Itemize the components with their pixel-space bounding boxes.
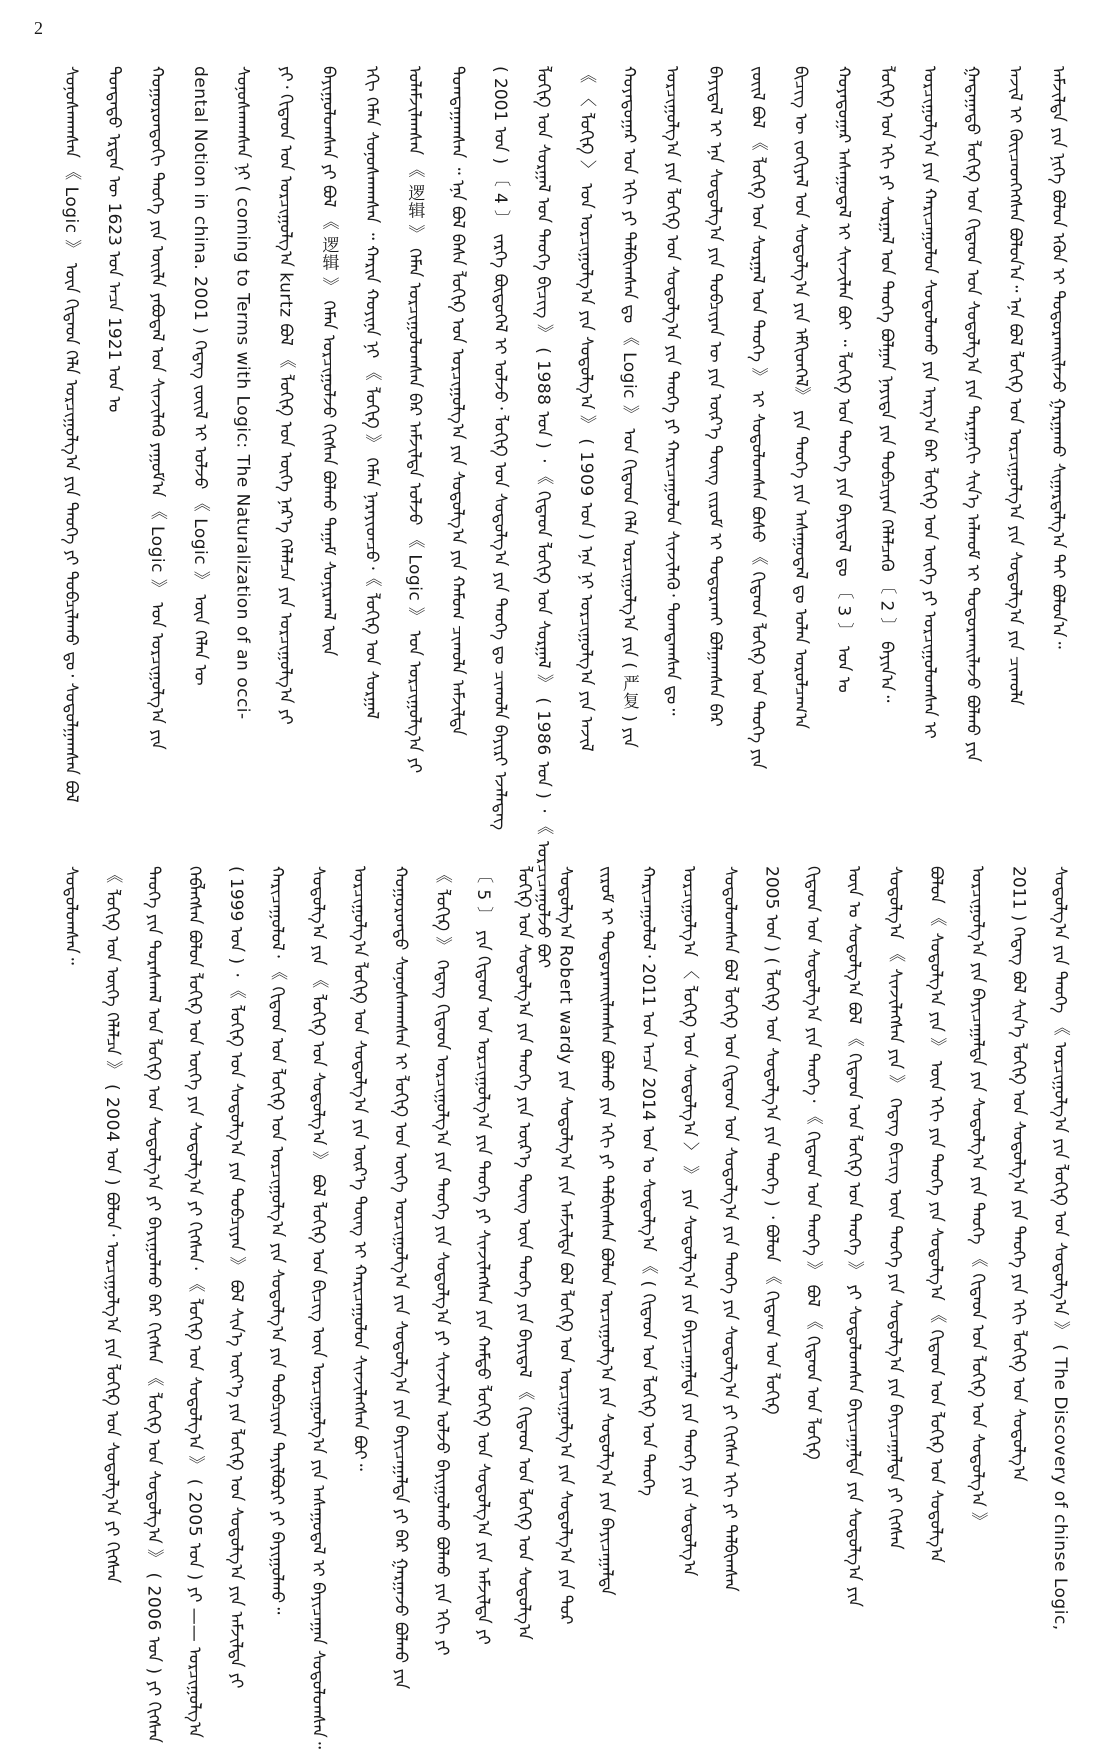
text-line-content: 2011 ) ᠭᠡᠳᠡᠭ ᠪᠣᠯ ᠰᠢᠨ᠎ᠡ ᠯᠣᠭᠢᠺ ᠤᠨ ᠰᠤᠳᠤᠯᠭ᠎ᠠ ᠶᠢᠨ ᠲᠡᠦᠬᠡ ᠶᠢᠨ ᠡᠬᠢ ᠯᠣᠭᠢᠺ ᠤᠨ ᠰᠤᠳᠤᠯᠭ᠎ᠠ <box>1008 866 1029 1482</box>
text-line <box>1002 66 1028 826</box>
text-line-content: ( 2001 ᠣᠨ ) 〔 4 〕 ᠵᠡᠷᠭᠡ ᠪᠦᠲᠦᠭᠡᠯ ᠢ ᠣᠯᠵᠤ᠂ ᠯᠣᠭᠢᠺ ᠤᠨ ᠰᠤᠳᠤᠯᠭ᠎ᠠ ᠶᠢᠨ ᠲᠡᠦᠬᠡ ᠳᠤ ᠴᠢᠬᠤᠯᠠ ᠪᠠᠶᠢᠷᠢ ᠡᠵᠡᠯᠡᠳᠡᠭ <box>490 66 511 831</box>
text-line-content: ᠬᠠᠷᠢᠴᠠᠭᠤᠯᠤᠯ᠂ 2011 ᠣᠨ ᠠᠴᠠ 2014 ᠣᠨ ᠤ ᠰᠤᠳᠤᠯᠭ᠎ᠠ 《 ( ᠬᠢᠲᠠᠳ ᠤᠨ ᠯᠣᠭᠢᠺ ᠤᠨ ᠲᠡᠦᠬᠡ <box>637 866 658 1496</box>
text-line-content: ᠲᠣᠭᠲᠠᠭᠠᠭᠰᠠᠨ ᠃ ᠡᠨᠡ ᠪᠣᠯ ᠪᠠᠰᠠ ᠯᠣᠭᠢᠺ ᠤᠨ ᠣᠷᠴᠢᠭᠤᠯᠭ᠎ᠠ ᠶᠢᠨ ᠰᠤᠳᠤᠯᠭ᠎ᠠ ᠶᠢᠨ ᠬᠠᠮᠤᠭ ᠴᠢᠬᠤᠯᠠ ᠠᠮᠵᠢᠯᠲᠠ <box>447 66 468 736</box>
text-line <box>223 866 249 1689</box>
text-line-content: ᠲᠡᠦᠬᠡ ᠶᠢᠨ ᠳᠤᠷᠠᠰᠬᠠᠯ ᠤᠨ ᠯᠣᠭᠢᠺ ᠤᠨ ᠰᠤᠳᠤᠯᠭ᠎ᠠ ᠶᠢ ᠪᠠᠶᠢᠭᠤᠯᠬᠤ ᠪᠠᠷ ᠬᠢᠭᠰᠡᠨ 《 ᠯᠣᠭᠢᠺ ᠤᠨ ᠰᠤᠳᠤᠯᠭ᠎ᠠ 》 ( 2006 ᠣᠨ ) ᠶᠢ ᠬᠢᠭᠰᠡᠨ <box>143 866 164 1743</box>
text-line-content: ᠤᠯᠠᠮᠵᠢᠯᠠᠭᠰᠠᠨ 《 逻辑 》 ᠬᠡᠮᠡᠨ ᠣᠷᠴᠢᠭᠤᠯᠤᠭᠰᠠᠨ ᠪᠡᠷ ᠠᠮᠵᠢᠯᠲᠠ ᠣᠯᠵᠤ 《 Logic 》 ᠤᠨ ᠣᠷᠴᠢᠭᠤᠯᠭ᠎ᠠ ᠶᠢ <box>404 66 425 774</box>
page-number: 2 <box>34 18 43 38</box>
text-line <box>594 866 620 1656</box>
text-line-content: ᠬᠣᠭᠣᠷᠣᠨᠳᠤᠬᠢ ᠲᠡᠦᠬᠡ ᠶᠢᠨ ᠦᠢᠯᠡ ᠶᠠᠪᠤᠳᠠᠯ ᠤᠨ ᠰᠢᠨᠵᠢᠯᠡᠬᠦ ᠶᠠᠭᠤᠮ᠎ᠠ 《 Logic 》 ᠤᠨ ᠣᠷᠴᠢᠭᠤᠯᠭ᠎ᠠ ᠶᠢᠨ <box>146 66 167 750</box>
text-line-content: ᠣᠷᠴᠢᠭᠤᠯᠭ᠎ᠠ ᠶᠢᠨ ᠪᠠᠶᠢᠴᠠᠭᠠᠯᠲᠠ ᠶᠢᠨ ᠰᠤᠳᠤᠯᠭ᠎ᠠ ᠶᠢᠨ ᠲᠡᠦᠬᠡ 《 ᠬᠢᠲᠠᠳ ᠤᠨ ᠯᠣᠭᠢᠺ ᠤᠨ ᠰᠤᠳᠤᠯᠭ᠎ᠠ 》 <box>967 866 988 1530</box>
text-line-content: ᠠᠵᠢᠯ ᠢ ᠭᠦᠢᠴᠡᠳᠬᠡᠭᠰᠡᠨ ᠪᠣᠯᠤᠨ᠎ᠠ᠃ ᠡᠨᠡ ᠪᠣᠯ ᠯᠣᠭᠢᠺ ᠤᠨ ᠣᠷᠴᠢᠭᠤᠯᠭ᠎ᠠ ᠶᠢᠨ ᠰᠤᠳᠤᠯᠭ᠎ᠠ ᠶᠢᠨ ᠴᠢᠬᠤᠯᠠ <box>1005 66 1026 706</box>
text-line <box>758 866 784 1656</box>
text-line-content: ᠣᠷᠴᠢᠭᠤᠯᠭ᠎ᠠ ᠶᠢᠨ ᠯᠣᠭᠢᠺ ᠤᠨ ᠰᠤᠳᠤᠯᠭ᠎ᠠ ᠶᠢᠨ ᠲᠡᠦᠬᠡ ᠶᠢ ᠬᠠᠷᠢᠴᠠᠭᠤᠯᠤᠨ ᠰᠢᠨᠵᠢᠯᠡᠬᠦ᠂ ᠲᠣᠭᠲᠠᠭᠰᠠᠨ ᠳᠤ᠃ <box>661 66 682 716</box>
text-block-top <box>58 66 1088 969</box>
text-line <box>964 866 990 1656</box>
text-line-content: dental Notion in china. 2001 ) ᠭᠡᠳᠡᠭ ᠵᠦᠢᠯ ᠢ ᠣᠯᠵᠤ 《 Logic 》 ᠦᠨ ᠬᠡᠯᠡᠨ ᠦ <box>189 66 210 686</box>
text-line-content: ᠰᠤᠳᠤᠯᠭ᠎ᠠ ᠶᠢᠨ 《 ᠯᠣᠭᠢᠺ ᠤᠨ ᠰᠤᠳᠤᠯᠭ᠎ᠠ 》 ᠪᠣᠯ ᠯᠣᠭᠢᠺ ᠤᠨ ᠪᠢᠴᠢᠭ ᠦᠨ ᠣᠷᠴᠢᠭᠤᠯᠭ᠎ᠠ ᠶᠢᠨ ᠠᠰᠠᠭᠤᠳᠠᠯ ᠢ ᠪᠠᠶᠢᠴᠠᠭᠠᠨ ᠰᠤᠳᠤᠯᠤᠭᠰᠠᠨ᠃ <box>308 866 329 1749</box>
text-line-content: ᠭᠠᠳᠠᠭᠠᠳᠤ ᠯᠣᠭᠢᠺ ᠤᠨ ᠬᠢᠲᠠᠳ ᠤᠨ ᠰᠤᠳᠤᠯᠭ᠎ᠠ ᠶᠢᠨ ᠳᠠᠷᠠᠭᠠᠬᠢ ᠰᠢᠨ᠎ᠡ ᠠᠯᠬᠤᠮ ᠢ ᠲᠣᠳᠣᠷᠬᠠᠢᠯᠠᠵᠤ ᠪᠣᠯᠬᠤ ᠶᠢᠨ <box>962 66 983 762</box>
text-line <box>346 866 372 1656</box>
text-line-content: ᠬᠢᠲᠠᠳ ᠤᠨ ᠰᠤᠳᠤᠯᠭ᠎ᠠ ᠶᠢᠨ ᠲᠡᠦᠬᠡ᠂ 《 ᠬᠢᠲᠠᠳ ᠤᠨ ᠲᠡᠦᠬᠡ 》 ᠪᠣᠯ 《 ᠬᠢᠲᠠᠳ ᠤᠨ ᠯᠣᠭᠢᠺ <box>802 866 823 1460</box>
text-line-content: ᠯᠣᠭᠢᠺ ᠤᠨ ᠡᠬᠢ ᠶᠢ ᠰᠤᠷᠭᠠᠯ ᠤᠨ ᠲᠡᠦᠬᠡ ᠪᠣᠯᠭᠠᠨ ᠨᠡᠶᠢᠲᠡ ᠶᠢᠨ ᠲᠣᠪᠴᠢᠶᠠᠨ ᠬᠡᠯᠡᠯᠴᠡᠬᠦ 〔 2 〕 ᠪᠠᠶᠢᠨ᠎ᠠ᠃ <box>876 66 897 703</box>
text-line-content: ᠬᠡᠪᠯᠡᠭᠰᠡᠨ ᠪᠣᠯᠤᠨ ᠯᠣᠭᠢᠺ ᠤᠨ ᠦᠭᠡ ᠶᠢᠨ ᠰᠤᠳᠤᠯᠭ᠎ᠠ ᠶᠢ ᠬᠢᠭᠰᠡᠨ᠂ 《 ᠯᠣᠭᠢᠺ ᠤᠨ ᠰᠤᠳᠤᠯᠭ᠎ᠠ 》 ( 2005 ᠣᠨ ) ᠶᠢ —— ᠣᠷᠴᠢᠭᠤᠯᠭ᠎ᠠ <box>184 866 205 1738</box>
text-line-content: ᠳᠣᠨᠳᠠᠳᠤ ᠡᠷᠲᠡᠨ ᠦ 1623 ᠣᠨ ᠠᠴᠠ 1921 ᠣᠨ ᠤ <box>103 66 124 413</box>
text-line-content: ᠬᠣᠶᠠᠳᠤᠭᠠᠷ ᠠᠰᠠᠭᠤᠳᠠᠯ ᠢ ᠰᠢᠨᠵᠢᠯᠡᠨ ᠪᠤᠢ ᠃ ᠯᠣᠭᠢᠺ ᠤᠨ ᠲᠡᠦᠬᠡ ᠶᠢᠨ ᠪᠠᠶᠢᠳᠠᠯ ᠳᠤ 〔 3 〕 ᠣᠨ ᠤ <box>833 66 854 693</box>
text-line-content: ᠯᠣᠭᠢᠺ ᠤᠨ ᠰᠤᠳᠤᠯᠭ᠎ᠠ ᠶᠢᠨ ᠲᠡᠦᠬᠡ ᠶᠢᠨ ᠦᠷ᠎ᠡ ᠳᠦᠩ ᠦᠨ ᠲᠡᠦᠬᠡ ᠶᠢᠨ ᠪᠠᠶᠢᠳᠠᠯ 《 ᠬᠢᠲᠠᠳ ᠤᠨ ᠯᠣᠭᠢᠺ ᠤᠨ ᠰᠤᠳᠤᠯᠭ᠎ᠠ <box>514 866 535 1640</box>
text-line <box>702 66 728 826</box>
text-line <box>959 66 985 826</box>
text-line <box>1006 866 1032 1656</box>
text-line <box>635 866 661 1656</box>
text-line <box>552 866 578 1656</box>
text-line-content: ᠵᠦᠢᠯ ᠪᠣᠯ 《 ᠯᠣᠭᠢᠺ ᠤᠨ ᠰᠤᠷᠭᠠᠯ ᠤᠨ ᠲᠡᠦᠬᠡ 》 ᠢ ᠰᠤᠳᠤᠯᠤᠭᠰᠠᠨ ᠪᠤᠰᠤ 《 ᠬᠢᠲᠠᠳ ᠯᠣᠭᠢᠺ ᠤᠨ ᠲᠡᠦᠬᠡ ᠶᠢᠨ <box>747 66 768 770</box>
text-line-content: ᠰᠣᠨᠣᠰᠬᠠᠭᠰᠠᠨ ᠨᠢ ( coming to Terms with Logic: The Naturalization of an occi- <box>232 66 253 720</box>
text-line <box>916 66 942 826</box>
text-line <box>1045 66 1071 826</box>
text-block-bottom <box>58 866 1088 1749</box>
text-line-content: ᠰᠤᠳᠤᠯᠭ᠎ᠠ 《 ᠰᠢᠨᠵᠢᠯᠡᠭᠰᠡᠨ ᠶᠢᠨ 》 ᠭᠡᠳᠡᠭ ᠪᠢᠴᠢᠭ ᠦᠨ ᠲᠡᠦᠬᠡ ᠶᠢᠨ ᠰᠤᠳᠤᠯᠭ᠎ᠠ ᠶᠢᠨ ᠪᠠᠶᠢᠴᠠᠭᠠᠯᠲᠠ ᠶᠢ ᠬᠢᠭᠰᠡᠨ <box>885 866 905 1550</box>
text-line <box>444 66 470 826</box>
text-line <box>305 866 331 1749</box>
text-line <box>800 866 826 1656</box>
text-line <box>873 66 899 826</box>
text-line <box>316 66 342 826</box>
text-line-content: ᠪᠣᠯᠤᠨ 《 ᠰᠤᠳᠤᠯᠭ᠎ᠠ ᠶᠢᠨ 》 ᠦᠨ ᠡᠬᠢ ᠶᠢᠨ ᠲᠡᠦᠬᠡ ᠶᠢᠨ ᠰᠤᠳᠤᠯᠭ᠎ᠠ 《 ᠬᠢᠲᠠᠳ ᠤᠨ ᠯᠣᠭᠢᠺ ᠤᠨ ᠰᠤᠳᠤᠯᠭ᠎ᠠ <box>926 866 947 1563</box>
text-line <box>144 66 170 826</box>
text-line <box>745 66 771 826</box>
text-line <box>140 866 166 1743</box>
text-line-content: 《 ᠯᠣᠭᠢᠺ ᠤᠨ ᠦᠭᠡ ᠬᠡᠯᠡᠯᠴᠡ 》 ( 2004 ᠣᠨ ) ᠪᠣᠯᠤᠨ᠂ ᠣᠷᠴᠢᠭᠤᠯᠭ᠎ᠠ ᠶᠢᠨ ᠯᠣᠭᠢᠺ ᠤᠨ ᠰᠤᠳᠤᠯᠭ᠎ᠠ ᠶᠢ ᠬᠢᠭᠰᠡᠨ <box>102 866 123 1584</box>
text-line <box>58 66 84 826</box>
text-line <box>717 866 743 1656</box>
text-line-content: ᠰᠤᠳᠤᠯᠭ᠎ᠠ ᠶᠢᠨ ᠲᠡᠦᠬᠡ 《 ᠣᠷᠴᠢᠭᠤᠯᠭ᠎ᠠ ᠶᠢᠨ ᠯᠣᠭᠢᠺ ᠤᠨ ᠰᠤᠳᠤᠯᠭ᠎ᠠ 》 ( The Discovery of chinse Logic, <box>1049 866 1070 1631</box>
page-body <box>58 66 1088 1749</box>
text-line-content: ᠪᠠᠶᠢᠭᠤᠯᠤᠭᠰᠠᠨ ᠶᠢ ᠪᠣᠯ 《 逻辑 》 ᠬᠡᠮᠡᠨ ᠣᠷᠴᠢᠭᠤᠯᠵᠤ ᠬᠢᠭᠰᠡᠨ ᠪᠣᠯᠬᠣ ᠳᠠᠭᠠᠮ ᠰᠣᠨᠢᠷᠬᠠᠯ ᠦᠨ <box>318 66 339 657</box>
text-line-content: ᠣᠷᠴᠢᠭᠤᠯᠭ᠎ᠠ ᠯᠣᠭᠢᠺ ᠤᠨ ᠰᠤᠳᠤᠯᠭ᠎ᠠ ᠶᠢᠨ ᠦᠷ᠎ᠡ ᠳᠦᠩ ᠢ ᠬᠠᠷᠢᠴᠠᠭᠤᠯᠤᠨ ᠰᠢᠨᠵᠢᠯᠡᠭᠰᠡᠨ ᠪᠤᠢ᠃ <box>349 866 370 1471</box>
text-line <box>659 66 685 826</box>
text-line-content: ᠰᠤᠳᠤᠯᠤᠭᠰᠠᠨ ᠪᠣᠯ ᠯᠣᠭᠢᠺ ᠤᠨ ᠬᠢᠲᠠᠳ ᠤᠨ ᠰᠤᠳᠤᠯᠭ᠎ᠠ ᠶᠢᠨ ᠲᠡᠦᠬᠡ ᠶᠢᠨ ᠰᠤᠳᠤᠯᠭ᠎ᠠ ᠶᠢ ᠬᠢᠭᠰᠡᠨ ᠡᠬᠢ ᠶᠢ ᠲᠠᠯᠪᠢᠭᠰᠠᠨ <box>720 866 741 1592</box>
text-line <box>187 66 213 826</box>
text-line <box>788 66 814 826</box>
text-line-content: ᠡᠬᠢ ᠬᠡᠮᠡᠨ ᠰᠣᠨᠣᠰᠬᠠᠭᠰᠠᠨ ᠃ ᠬᠠᠷᠢᠨ ᠬᠣᠶᠢᠨᠠ ᠨᠢ 《 ᠯᠣᠭᠢᠺ 》 ᠬᠡᠮᠡᠨ ᠨᠡᠷᠡᠶᠢᠳᠴᠦ᠂《 ᠯᠣᠭᠢᠺ ᠤᠨ ᠰᠤᠷᠭᠠᠯ <box>361 66 382 720</box>
text-line <box>530 66 556 969</box>
text-line-content: ᠯᠣᠭᠢᠺ ᠤᠨ ᠰᠤᠷᠭᠠᠯ ᠤᠨ ᠲᠡᠦᠬᠡ ᠪᠢᠴᠢᠭ 》 ( 1988 ᠣᠨ ) ᠂ 《 ᠬᠢᠲᠠᠳ ᠯᠣᠭᠢᠺ ᠤᠨ ᠰᠤᠷᠭᠠᠯ 》 ( 1986 ᠣᠨ ) ᠂ 《 ᠣᠷᠴᠢᠴᠠᠭᠤᠯᠵᠤ ᠪᠤᠢ <box>533 66 554 969</box>
text-line <box>511 866 537 1656</box>
text-line <box>487 66 513 831</box>
text-line-content: ᠰᠣᠨᠣᠰᠬᠠᠭᠰᠠᠨ 《 Logic 》 ᠦᠨ ᠬᠢᠲᠠᠳ ᠬᠡᠯᠡ ᠤᠷᠴᠢᠭᠤᠯᠭ᠎ᠠ ᠶᠢᠨ ᠲᠡᠦᠬᠡ ᠶᠢ ᠲᠣᠪᠴᠢᠯᠠᠬᠤ ᠳᠤ᠂ ᠰᠤᠳᠤᠯᠭᠠᠭᠰᠠᠨ ᠪᠣᠯ <box>61 66 81 803</box>
text-line-content: ᠰᠤᠳᠤᠯᠭ᠎ᠠ Robert wardy ᠶᠢᠨ ᠰᠤᠳᠤᠯᠭ᠎ᠠ ᠶᠢᠨ ᠠᠮᠵᠢᠯᠲᠠ ᠪᠣᠯ ᠯᠣᠭᠢᠺ ᠤᠨ ᠣᠷᠴᠢᠭᠤᠯᠭ᠎ᠠ ᠶᠢᠨ ᠰᠤᠳᠤᠯᠭ᠎ᠠ ᠶᠢᠨ ᠳᠤᠷ <box>555 866 576 1625</box>
text-line-content: ᠬᠣᠭᠣᠷᠣᠨᠳᠤ ᠰᠣᠨᠣᠰᠬᠠᠭᠰᠠᠨ ᠢ ᠯᠣᠭᠢᠺ ᠤᠨ ᠦᠭᠡ ᠣᠷᠴᠢᠭᠤᠯᠭ᠎ᠠ ᠶᠢᠨ ᠰᠤᠳᠤᠯᠭ᠎ᠠ ᠶᠢᠨ ᠪᠠᠶᠢᠴᠠᠭᠠᠯᠲᠠ ᠶᠢ ᠪᠠᠷ ᠭᠠᠷᠭᠠᠵᠤ ᠪᠣᠯᠬᠤ ᠶᠢᠨ <box>390 866 411 1690</box>
text-line <box>831 66 857 826</box>
text-line <box>573 66 599 826</box>
text-line <box>401 66 427 826</box>
text-line <box>230 66 256 826</box>
text-line <box>388 866 414 1690</box>
text-line-content: ᠦᠨ ᠤ ᠰᠤᠳᠤᠯᠭ᠎ᠠ ᠪᠣᠯ 《 ᠬᠢᠲᠠᠳ ᠤᠨ ᠯᠣᠭᠢᠺ ᠤᠨ ᠲᠡᠦᠬᠡ 》 ᠶᠢ ᠰᠤᠳᠤᠯᠤᠭᠰᠠᠨ ᠪᠠᠶᠢᠴᠠᠭᠠᠯᠲᠠ ᠶᠢᠨ ᠰᠤᠳᠤᠯᠭ᠎ᠠ ᠶᠢᠨ <box>843 866 864 1608</box>
text-line <box>616 66 642 826</box>
text-line-content: 2005 ᠣᠨ ) ( ᠯᠣᠭᠢᠺ ᠤᠨ ᠰᠤᠳᠤᠯᠭ᠎ᠠ ᠶᠢᠨ ᠲᠡᠦᠬᠡ ) ᠂ ᠪᠣᠯᠤᠨ 《 ᠬᠢᠲᠠᠳ ᠤᠨ ᠯᠣᠭᠢᠺ <box>761 866 782 1415</box>
text-line-content: ᠠᠮᠵᠢᠯᠲᠠ ᠶᠢᠨ ᠨᠢᠭᠡ ᠪᠣᠯᠤᠨ ᠡᠭᠦᠨ ᠢ ᠲᠣᠳᠣᠷᠬᠠᠢᠯᠠᠵᠤ ᠭᠠᠷᠭᠠᠬᠤ ᠰᠢᠭᠠᠷᠳᠠᠯᠭ᠎ᠠ ᠲᠠᠢ ᠪᠣᠯᠤᠨ᠎ᠠ᠃ <box>1048 66 1069 649</box>
text-line-content: 《 〈 ᠯᠣᠭᠢᠺ 〉 ᠤᠨ ᠣᠷᠴᠢᠭᠤᠯᠭ᠎ᠠ ᠶᠢᠨ ᠰᠤᠳᠤᠯᠭ᠎ᠠ 》 ( 1909 ᠣᠨ ) ᠡᠨᠡ ᠨᠢ ᠣᠷᠴᠢᠭᠤᠯᠭ᠎ᠠ ᠶᠢᠨ ᠠᠵᠢᠯ <box>576 66 596 752</box>
text-line <box>429 866 455 1656</box>
text-line <box>841 866 867 1656</box>
text-line <box>1047 866 1073 1656</box>
text-line-content: ( 1999 ᠣᠨ ) ᠂ 《 ᠯᠣᠭᠢᠺ ᠤᠨ ᠰᠤᠳᠤᠯᠭ᠎ᠠ ᠶᠢᠨ ᠲᠣᠪᠴᠢᠶᠠᠨ 》 ᠪᠣᠯ ᠰᠢᠨ᠎ᠡ ᠦᠶ᠎ᠡ ᠶᠢᠨ ᠯᠣᠭᠢᠺ ᠤᠨ ᠰᠤᠳᠤᠯᠭ᠎ᠠ ᠶᠢᠨ ᠠᠮᠵᠢᠯᠲᠠ ᠶᠢ <box>225 866 246 1689</box>
text-line <box>273 66 299 826</box>
text-line-content: ᠰᠤᠳᠤᠯᠤᠭᠰᠠᠨ᠃ <box>61 866 81 965</box>
text-line <box>58 866 84 1656</box>
text-line-content: 《 ᠯᠣᠭᠢᠺ 》 ᠭᠡᠳᠡᠭ ᠬᠢᠲᠠᠳ ᠣᠷᠴᠢᠭᠤᠯᠭ᠎ᠠ ᠶᠢᠨ ᠲᠡᠦᠬᠡ ᠶᠢᠨ ᠰᠤᠳᠤᠯᠭ᠎ᠠ ᠶᠢ ᠰᠢᠨᠵᠢᠯᠡᠨ ᠣᠯᠵᠤ ᠪᠠᠶᠢᠭᠤᠯᠬᠤ ᠪᠣᠯᠬᠣ ᠶᠢᠨ ᠡᠬᠢ ᠶᠢ <box>431 866 452 1656</box>
text-line-content: ᠣᠷᠴᠢᠭᠤᠯᠭ᠎ᠠ ᠶᠢᠨ ᠬᠠᠷᠢᠴᠠᠭᠤᠯᠤᠨ ᠰᠤᠳᠤᠯᠤᠬᠤ ᠶᠢᠨ ᠠᠷᠭ᠎ᠠ ᠪᠠᠷ ᠯᠣᠭᠢᠺ ᠤᠨ ᠦᠭᠡ ᠶᠢ ᠣᠷᠴᠢᠭᠤᠯᠤᠭᠰᠠᠨ ᠢ <box>919 66 940 739</box>
text-line <box>99 866 125 1656</box>
text-line-content: ᠪᠢᠴᠢᠭ ᠦ ᠵᠣᠬᠢᠶᠠᠯ ᠤᠨ ᠰᠤᠳᠤᠯᠭ᠎ᠠ ᠶᠢᠨ ᠡᠮᠬᠢᠳᠬᠡᠯ》 ᠶᠢᠨ ᠲᠡᠦᠬᠡ ᠶᠢᠨ ᠠᠰᠠᠭᠤᠳᠠᠯ ᠳᠤ ᠣᠯᠠᠨ ᠣᠷᠣᠯᠴᠠᠭ᠎ᠠ <box>790 66 811 730</box>
text-line-content: ᠣᠷᠴᠢᠭᠤᠯᠭ᠎ᠠ 〈 ᠯᠣᠭᠢᠺ ᠤᠨ ᠰᠤᠳᠤᠯᠭ᠎ᠠ 〉 》 ᠶᠢᠨ ᠰᠤᠳᠤᠯᠭ᠎ᠠ ᠶᠢᠨ ᠪᠠᠶᠢᠴᠠᠭᠠᠯᠲᠠ ᠶᠢᠨ ᠲᠡᠦᠬᠡ ᠶᠢᠨ ᠰᠤᠳᠤᠯᠭ᠎ᠠ <box>679 866 699 1577</box>
text-line <box>182 866 208 1738</box>
text-line-content: ᠶᠢ᠂ ᠬᠢᠲᠠᠳ ᠤᠨ ᠣᠷᠴᠢᠭᠤᠯᠭ᠎ᠠ kurtz ᠪᠣᠯ 《 ᠯᠣᠭᠢᠺ ᠤᠨ ᠦᠭᠡ ᠨᠡᠷ᠎ᠡ ᠬᠡᠯᠡᠯᠴᠡ ᠶᠢᠨ ᠣᠷᠴᠢᠭᠤᠯᠭ᠎ᠠ ᠶᠢ <box>275 66 296 725</box>
text-line-content: ᠬᠣᠶᠠᠳᠤᠭᠠᠷ ᠤᠨ ᠡᠬᠢ ᠶᠢ ᠲᠠᠯᠪᠢᠭᠰᠠᠨ ᠳᠤ 《 Logic 》 ᠤᠨ ᠬᠢᠲᠠᠳ ᠬᠡᠯᠡ ᠤᠷᠴᠢᠭᠤᠯᠭ᠎ᠠ ᠶᠢᠨ ( 严复 ) ᠶᠢᠨ <box>618 66 639 748</box>
text-line <box>923 866 949 1656</box>
text-line <box>358 66 384 826</box>
text-line-content: 〔 5 〕 ᠶᠢᠨ ᠬᠢᠲᠠᠳ ᠤᠨ ᠣᠷᠴᠢᠭᠤᠯᠭ᠎ᠠ ᠶᠢᠨ ᠲᠡᠦᠬᠡ ᠶᠢ ᠰᠢᠨᠵᠢᠯᠡᠭᠰᠡᠨ ᠶᠢᠨ ᠬᠠᠮᠲᠤ ᠯᠣᠭᠢᠺ ᠤᠨ ᠰᠤᠳᠤᠯᠭ᠎ᠠ ᠶᠢᠨ ᠠᠮᠵᠢᠯᠲᠠ ᠶᠢ <box>473 866 493 1645</box>
text-line <box>264 866 290 1656</box>
text-line-content: ᠬᠠᠷᠢᠴᠠᠭᠤᠯᠤᠯ᠂ 《 ᠬᠢᠲᠠᠳ ᠤᠨ ᠯᠣᠭᠢᠺ ᠤᠨ ᠣᠷᠴᠢᠭᠤᠯᠭ᠎ᠠ ᠶᠢᠨ ᠰᠤᠳᠤᠯᠭ᠎ᠠ ᠶᠢᠨ ᠲᠣᠪᠴᠢᠶᠠᠨ ᠲᠠᠶᠢᠯᠪᠤᠷᠢ ᠶᠢ ᠪᠠᠶᠢᠭᠤᠯᠬᠤ᠃ <box>267 866 287 1615</box>
text-line <box>470 866 496 1656</box>
text-line-content: ᠵᠢᠷᠤᠮ ᠢ ᠲᠣᠳᠣᠷᠬᠠᠢᠯᠠᠭᠰᠠᠨ ᠪᠣᠯᠬᠣ ᠶᠢᠨ ᠡᠬᠢ ᠶᠢ ᠲᠠᠯᠪᠢᠭᠰᠠᠨ ᠪᠣᠯᠤᠨ ᠣᠷᠴᠢᠭᠤᠯᠭ᠎ᠠ ᠶᠢᠨ ᠰᠤᠳᠤᠯᠭ᠎ᠠ ᠶᠢᠨ ᠪᠠᠶᠢᠴᠠᠭᠠᠯᠲᠠ <box>596 866 617 1596</box>
text-line <box>676 866 702 1656</box>
text-line <box>882 866 908 1656</box>
text-line-content: ᠪᠠᠶᠢᠳᠠᠯ ᠢ ᠡᠨᠡ ᠰᠤᠳᠤᠯᠭ᠎ᠠ ᠶᠢᠨ ᠲᠣᠪᠴᠢᠶᠠᠨ ᠦ ᠶᠢᠨ ᠦᠷ᠎ᠡ ᠳᠦᠩ ᠵᠢᠷᠤᠮ ᠢ ᠲᠣᠳᠣᠷᠬᠠᠢ ᠪᠣᠯᠭᠠᠭᠰᠠᠨ ᠪᠡᠷ <box>704 66 725 727</box>
text-line <box>101 66 127 826</box>
